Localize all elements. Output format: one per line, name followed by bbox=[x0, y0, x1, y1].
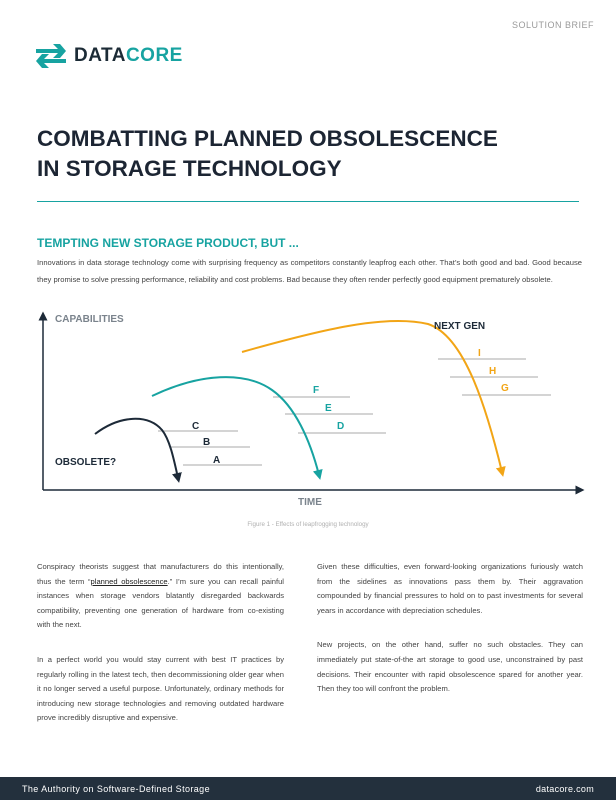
series-label-obsolete: OBSOLETE? bbox=[55, 457, 117, 468]
feature-label-h: H bbox=[489, 366, 497, 377]
body-paragraph bbox=[37, 560, 284, 633]
planned-obsolescence-link[interactable]: planned obsolescence bbox=[90, 576, 168, 586]
section-heading: TEMPTING NEW STORAGE PRODUCT, BUT ... bbox=[37, 236, 299, 250]
body-text: Conspiracy theorists suggest that manufacturers do this intentionally, thus the term “ bbox=[37, 562, 284, 586]
body-paragraph: Given these difficulties, even forward-looking organizations furiously watch from the sidelines as innovations pass them by. Their aggravation compounded by financial pressures to hold on to past investments for several years in accordance with depreciation schedules. bbox=[317, 562, 583, 615]
datacore-logo[interactable] bbox=[36, 41, 183, 71]
feature-label-i: I bbox=[478, 348, 481, 359]
feature-label-d: D bbox=[337, 421, 345, 432]
title-divider bbox=[37, 201, 579, 202]
x-axis-label: TIME bbox=[298, 497, 322, 508]
body-column-left bbox=[37, 560, 284, 746]
title-line-2: IN STORAGE TECHNOLOGY bbox=[37, 156, 342, 181]
title-line-1: COMBATTING PLANNED OBSOLESCENCE bbox=[37, 126, 498, 151]
figure-caption: Figure 1 - Effects of leapfrogging technology bbox=[247, 521, 369, 528]
intro-paragraph: Innovations in data storage technology come with surprising frequency as competitors constantly leapfrog each other. That’s both good and bad. Good because they promise to solve pressing performance, reliability and cost problems. Bad because they often render perfectly good equipment prematurely obsolete. bbox=[37, 258, 582, 284]
y-axis-label: CAPABILITIES bbox=[55, 314, 124, 325]
feature-label-c: C bbox=[192, 421, 200, 432]
logo-text-data: DATA bbox=[74, 45, 126, 66]
feature-label-e: E bbox=[325, 403, 332, 414]
series-line-current bbox=[152, 377, 319, 475]
body-column-right bbox=[317, 560, 583, 717]
body-paragraph: New projects, on the other hand, suffer no such obstacles. They can immediately put state-of-the art storage to good use, unconstrained by past decisions. Their encounter with rapid obsolescence spared for another year. Then they too will confront the problem. bbox=[317, 640, 583, 694]
body-text: .” I’m sure you can recall painful instances when storage vendors blatantly disregarded backwards compatibility, preventing one generation of hardware from co-existing with the next. bbox=[37, 576, 284, 630]
feature-label-a: A bbox=[213, 455, 221, 466]
feature-label-f: F bbox=[313, 385, 320, 396]
footer-tagline: The Authority on Software-Defined Storage bbox=[22, 784, 210, 794]
footer-website-link[interactable]: datacore.com bbox=[535, 784, 594, 794]
datacore-logo-icon bbox=[36, 41, 66, 71]
feature-label-b: B bbox=[203, 437, 211, 448]
document-type-label: SOLUTION BRIEF bbox=[511, 20, 594, 30]
body-paragraph: In a perfect world you would stay current with best IT practices by regularly rolling in the latest tech, then decommissioning older gear when it no longer served a useful purpose. Unfortunately, ordinary methods for introducing new storage technologies and removing outdated hardware prove incredibly disruptive and expensive. bbox=[37, 654, 284, 723]
logo-text-core: CORE bbox=[125, 45, 183, 66]
logo-wordmark bbox=[74, 45, 183, 67]
feature-label-g: G bbox=[501, 383, 509, 394]
series-label-next-gen: NEXT GEN bbox=[434, 321, 486, 332]
leapfrog-chart bbox=[0, 300, 616, 520]
series-line-obsolete bbox=[95, 419, 178, 478]
page-title bbox=[37, 124, 597, 184]
